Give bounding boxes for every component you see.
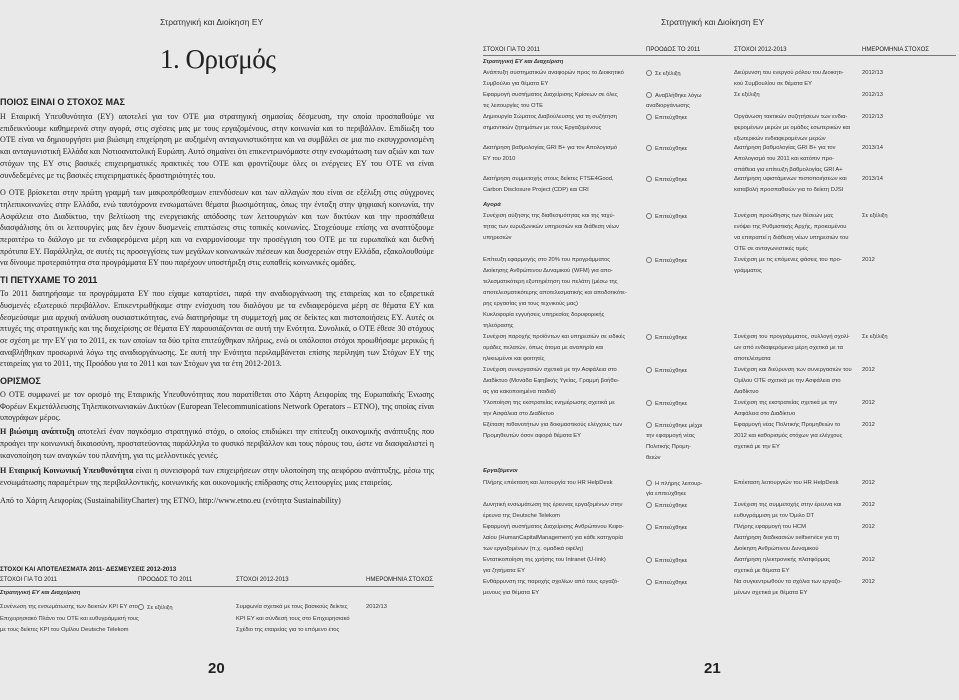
target-date-cell: 2012 [862, 367, 875, 373]
bottom-table-title: ΣΤΟΧΟΙ ΚΑΙ ΑΠΟΤΕΛΕΣΜΑΤΑ 2011- ΔΕΣΜΕΥΣΕΙΣ 2012-2013 [0, 566, 177, 573]
progress-2011-cell: Σε εξέλιξη [646, 70, 681, 78]
progress-2011-cell: Επιτεύχθηκε [646, 213, 687, 221]
target-date-cell: 2012 [862, 400, 875, 406]
bottom-subsection: Στρατηγική ΕΥ και Διαχείριση [0, 590, 81, 596]
target-date-cell: 2013/14 [862, 145, 883, 151]
status-circle-icon [138, 604, 144, 610]
goal-2011-cell: Εντατικοποίηση της χρήσης του Intranet (U-link) [483, 557, 606, 563]
left-running-header: Στρατηγική και Διοίκηση ΕΥ [160, 17, 264, 27]
progress-2011-cell: θειών [646, 455, 661, 461]
goal-2011-cell: μενους για θέματα ΕΥ [483, 590, 540, 596]
goal-2011-cell: τηλεόρασης [483, 323, 514, 329]
target-date-cell: Σε εξέλιξη [862, 213, 888, 219]
section-title: 1. Ορισμός [160, 44, 276, 74]
status-circle-icon [646, 92, 652, 98]
left-column-text [0, 97, 434, 508]
goal-2012-cell: Να συγκεντρωθούν τα σχόλια των εργαζο- [734, 579, 843, 585]
goal-2012-cell: Συνέχιση με τις επόμενες φάσεις του προ- [734, 257, 842, 263]
goal-2012-cell: Διαδίκτυο [734, 389, 759, 395]
status-circle-icon [646, 480, 652, 486]
status-circle-icon [646, 145, 652, 151]
goal-2012-cell: Επέκταση λειτουργιών του HR HelpDesk [734, 480, 839, 486]
status-circle-icon [646, 524, 652, 530]
status-circle-icon [646, 557, 652, 563]
goal-2011-cell: Διατήρηση βαθμολογίας GRI B+ για τον Απολογισμό [483, 145, 618, 151]
paragraph-achievements: Το 2011 διατηρήσαμε τα προγράμματα ΕΥ που είχαμε καταρτίσει, παρά την αναδιοργάνωση της εταιρείας και το εξαιρετικά δυσμενές εξωτερικό περιβάλλον. Επικεντρωθήκαμε στην ενίσχυση του διαλόγου με τα ενδιαφερόμενα μέρη σε θέματα ΕΥ και δεσμεύσαμε μια αρχική ανάλυση ουσιαστικότητας, ενώ διατηρήσαμε τη συμμετοχή μας σε δείκτες και πιστοποιήσεις ΕΥ. Αυτές οι πτυχές της στρατηγικής και της διαχείρισης σε θέματα ΕΥ παρουσιάζονται σε αυτή την Ενότητα. Συνολικά, ο ΟΤΕ έθεσε 30 στόχους σε σχέση με την ΕΥ για το 2011, εκ των οποίων τα δύο τρίτα επιτεύχθηκαν πλήρως, ενώ οι υπόλοιποι στόχοι προωθήσαμε μερικώς ή αναβλήθηκαν προσωρινά λόγω της αναδιοργάνωσης. Σε αυτή την Ενότητα περιλαμβάνεται επίσης περίληψη των Στόχων ΕΥ της εταιρείας για το 2011, της Προόδου για το 2011 και των Στόχων για τα έτη 2012-2013. [0, 289, 434, 369]
goal-2012-cell: ων από ενδιαφερόμενα μέρη σχετικά με τα [734, 345, 843, 351]
target-date-cell: 2012 [862, 480, 875, 486]
target-date-cell: 2012 [862, 502, 875, 508]
goal-2011-cell: Διατήρηση συμμετοχής στους δείκτες FTSE4Good, [483, 176, 614, 182]
goal-2011-cell: λαίου (HumanCapitalManagement) για κάθε κατηγορία [483, 535, 623, 541]
target-date-cell: 2012 [862, 257, 875, 263]
target-date-cell: 2012/13 [862, 92, 883, 98]
goal-2011-cell: Δυνητική ενσωμάτωση της έρευνας εργαζομένων στην [483, 502, 623, 508]
progress-2011-cell: Επιτεύχθηκε [646, 257, 687, 265]
bottom-goal-cell: Συνένωση της ενσωμάτωσης των δεικτών KPI ΕΥ στο [0, 604, 138, 610]
progress-2011-cell: γία επιτεύχθηκε [646, 491, 687, 497]
goal-2011-cell: Συμβούλιο για θέματα ΕΥ [483, 81, 549, 87]
definition-sustainable-development: αποτελεί έναν παγκόσμιο στρατηγικό στόχο, ο οποίος επιδιώκει την επίτευξη οικονομικής ανάπτυξης που προάγει την κοινωνική δικαιοσύνη, προστατεύοντας παράλληλα το φυσικό περιβάλλον και τους πόρους του, ώστε να διασφαλιστεί η ικανοποίηση των αναγκών του πλανήτη, για τις μελλοντικές γενιές. [0, 427, 434, 460]
goal-2011-cell: ας για κακοποιημένα παιδιά) [483, 389, 556, 395]
goal-2011-cell: τελεσματικότερη εξυπηρέτηση του πελάτη (μέσω της [483, 279, 618, 285]
goal-2012-cell: Συνέχιση και διεύρυνση των συνεργασιών του [734, 367, 852, 373]
goal-2012-cell: Διατήρηση διαδικασιών selfservice για τη [734, 535, 840, 541]
paragraph-definition: Ο ΟΤΕ συμφωνεί με τον ορισμό της Εταιρικής Υπευθυνότητας που παρατίθεται στο Χάρτη Αειφορίας της Ευρωπαϊκής Ένωσης Φορέων Εκμετάλλευσης Τηλεπικοινωνιακών Δικτύων (European Telecommunications Network Operators – ETNO), της οποίας είναι υπογράφων μέρος. [0, 390, 434, 423]
bottom-date-cell: 2012/13 [366, 604, 387, 610]
goal-2011-cell: Υλοποίηση της εκστρατείας ενημέρωσης σχετικά με [483, 400, 615, 406]
status-circle-icon [646, 400, 652, 406]
bottom-col-targets: ΣΤΟΧΟΙ 2012-2013 [236, 577, 289, 583]
status-circle-icon [646, 367, 652, 373]
page-number-left: 20 [208, 660, 225, 677]
goal-2011-cell: Επίτευξη εφαρμογής στο 20% του προγράμματος [483, 257, 611, 263]
progress-2011-cell: την εφαρμογή νέας [646, 433, 695, 439]
goal-2011-cell: Συνέχιση αύξησης της διαθεσιμότητας και της ταχύ- [483, 213, 615, 219]
goal-2012-cell: Διοίκηση Ανθρώπινου Δυναμικού [734, 546, 819, 552]
progress-2011-cell: Επιτεύχθηκε μέχρι [646, 422, 702, 430]
goal-2011-cell: Διοίκησης Ανθρώπινου Δυναμικού (WFM) για απο- [483, 268, 613, 274]
goal-2012-cell: σχετικά με θέματα ΕΥ [734, 568, 790, 574]
goal-2012-cell: αποτελέσματα [734, 356, 771, 362]
goal-2012-cell: σπάθεια για επίτευξη βαθμολογίας GRI A+ [734, 167, 843, 173]
goal-2012-cell: να επιτραπεί η διάθεση νέων υπηρεσιών του [734, 235, 849, 241]
progress-2011-cell: Επιτεύχθηκε [646, 579, 687, 587]
goal-2011-cell: Συνέχιση συνεργασιών σχετικά με την Ασφάλεια στο [483, 367, 617, 373]
goal-2011-cell: Ενθάρρυνση της παροχής σχολίων από τους εργαζό- [483, 579, 620, 585]
paragraph-intro: Η Εταιρική Υπευθυνότητα (ΕΥ) αποτελεί για τον ΟΤΕ μια στρατηγική σημασίας δέσμευση, την οποία προσπαθούμε να επιδεικνύουμε καθημερινά στην αγορά, στις σχέσεις μας με τους εργαζομένους, στην κοινωνία και το περιβάλλον. Επιδίωξη του ΟΤΕ είναι να δημιουργήσει μια βιώσιμη επιχείρηση με αυξημένη ανταγωνιστικότητα και να συμβάλει σε μια πιο εκσυγχρονισμένη και ανταγωνιστική Ελλάδα και Νοτιοανατολική Ευρώπη. Αυτό σημαίνει ότι επικεντρωνόμαστε στην ενσωμάτωση των αξιών και των στόχων της ΕΥ στις βασικές επιχειρηματικές πρακτικές του ΟΤΕ και φροντίζουμε όλες οι ενέργειες ΕΥ του ΟΤΕ να είναι συνδεδεμένες με τις βασικές επιχειρηματικές δραστηριότητές του. [0, 112, 434, 180]
bottom-target-cell: Συμφωνία σχετικά με τους βασικούς δείκτες [236, 604, 348, 610]
term-csr: Η Εταιρική Κοινωνική Υπευθυνότητα [0, 466, 134, 476]
goal-2012-cell: ΟΤΕ σε ανταγωνιστικές τιμές [734, 246, 809, 252]
goal-2012-cell: Συνέχιση της εκστρατείας σχετικά με την [734, 400, 838, 406]
goal-2012-cell: Ομίλου ΟΤΕ σχετικά με την Ασφάλεια στο [734, 378, 841, 384]
goal-2012-cell: Διατήρηση ηλεκτρονικής πλατφόρμας [734, 557, 831, 563]
goal-2011-cell: υπηρεσιών [483, 235, 512, 241]
goal-2011-cell: Προμηθευτών όσον αφορά θέματα ΕΥ [483, 433, 582, 439]
goal-2011-cell: έρευνα της Deutsche Telekom [483, 513, 560, 519]
goal-2011-cell: ηλικιωμένοι και φοιτητές [483, 356, 545, 362]
right-running-header: Στρατηγική και Διοίκηση ΕΥ [661, 17, 765, 27]
goal-2012-cell: 2012 και καθορισμός στόχων για ελέγχους [734, 433, 843, 439]
paragraph-csr [0, 465, 434, 488]
target-date-cell: Σε εξέλιξη [862, 334, 888, 340]
goal-2011-cell: Κυκλοφορία εγγυήσεις υπηρεσίας δορυφορικής [483, 312, 605, 318]
section-strategy: Στρατηγική ΕΥ και Διαχείριση [483, 59, 564, 65]
goal-2012-cell: Διατήρηση υφιστάμενων πιστοποιήσεων και [734, 176, 847, 182]
goal-2012-cell: Σε εξέλιξη [734, 92, 760, 98]
bottom-table-rule [0, 586, 434, 587]
goal-2011-cell: Carbon Disclosure Project (CDP) και CRI [483, 187, 589, 193]
page-number-right: 21 [704, 660, 721, 677]
goal-2011-cell: Ανάπτυξη συστηματικών αναφορών προς το Διοικητικό [483, 70, 624, 76]
goal-2011-cell: τητας των ευρυζωνικών υπηρεσιών και διάθεση νέων [483, 224, 619, 230]
goal-2012-cell: καταβολή προσπαθειών για το δείκτη DJSI [734, 187, 844, 193]
bottom-target-cell: Σχέδιο της εταιρείας για το επόμενο έτος [236, 627, 340, 633]
bottom-col-goals: ΣΤΟΧΟΙ ΓΙΑ ΤΟ 2011 [0, 577, 57, 583]
section-market: Αγορά [483, 202, 501, 208]
definition-csr: είναι η συνεισφορά των επιχειρήσεων στην υλοποίηση της αειφόρου ανάπτυξης, μέσω της ενσωμάτωσης παραμέτρων της περιβαλλοντικής, κοινωνικής και οικονομικής επίδρασης στις λειτουργίες μιας εταιρείας. [0, 466, 434, 487]
goal-2011-cell: Διαδίκτυο (Μονάδα Εφηβικής Υγείας, Γραμμή βοήθει- [483, 378, 620, 384]
section-employees: Εργαζόμενοι [483, 468, 518, 474]
status-circle-icon [646, 176, 652, 182]
header-rule [483, 55, 956, 56]
bottom-goal-cell: με τους δείκτες KPI του Ομίλου Deutsche Telekom [0, 627, 129, 633]
term-sustainable-development: Η βιώσιμη ανάπτυξη [0, 427, 75, 437]
goal-2011-cell: των εργαζομένων (π.χ. ομαδικά οφέλη) [483, 546, 584, 552]
goal-2012-cell: φερομένων μερών με ομάδες εσωτερικών και [734, 125, 851, 131]
paragraph-sustainable-development [0, 426, 434, 461]
progress-2011-cell: αναδιοργάνωσης [646, 103, 690, 109]
status-circle-icon [646, 257, 652, 263]
goal-2011-cell: ΕΥ του 2010 [483, 156, 516, 162]
status-circle-icon [646, 502, 652, 508]
paragraph-long-term: Ο ΟΤΕ βρίσκεται στην πρώτη γραμμή των μακροπρόθεσμων επενδύσεων και των αλλαγών που είναι σε εξέλιξη στις σύγχρονες τηλεπικοινωνίες στην Ελλάδα, ενώ ταυτόχρονα ενσωματώνει θέματα βιωσιμότητας, όπως την ένταξη στην ψηφιακή κοινωνία, την Ασφάλεια στο Διαδίκτυο, την βελτίωση της ενεργειακής απόδοσης των λειτουργιών και των δικτύων και την προσπάθεια διασφάλισης ότι οι λειτουργίες μας δεν έχουν δυσμενείς επιπτώσεις στις τοπικές κοινωνίες. Στοχεύουμε επίσης να αναπτύξουμε περαιτέρω το διάλογο με τα ενδιαφερόμενα μέρη και να εναρμονίσουμε την προσέγγιση του ΟΤΕ με τα ευρωπαϊκά και διεθνή πρότυπα ΕΥ. Παράλληλα, σε αυτές τις προσεγγίσεις των μεγάλων κοινωνικών πιέσεων και δυσχερειών στην Ελλάδα, εξακολουθούμε να δίνουμε προτεραιότητα στα προγράμματα ΕΥ που παρέχουν υποστήριξη στις ευπαθείς κοινωνικές ομάδες. [0, 188, 434, 268]
goal-2011-cell: Εφαρμογή συστήματος Διαχείρισης Ανθρώπινου Κεφα- [483, 524, 624, 530]
goal-2012-cell: ενόψει της Ρυθμιστικής Αρχής, προκειμένου [734, 224, 847, 230]
progress-2011-cell: Επιτεύχθηκε [646, 557, 687, 565]
progress-2011-cell: Επιτεύχθηκε [646, 145, 687, 153]
goal-2011-cell: Πλήρης επέκταση και λειτουργία του HR HelpDesk [483, 480, 613, 486]
goal-2012-cell: κού Συμβουλίου σε θέματα ΕΥ [734, 81, 813, 87]
goal-2011-cell: Συνέχιση παροχής προϊόντων και υπηρεσιών σε ειδικές [483, 334, 626, 340]
target-date-cell: 2012 [862, 524, 875, 530]
status-circle-icon [646, 213, 652, 219]
goal-2011-cell: αποτελεσματικότερης αποτελεσματικής και αποδοτικότε- [483, 290, 627, 296]
progress-2011-cell: Επιτεύχθηκε [646, 524, 687, 532]
goal-2012-cell: Συνέχιση προώθησης των θέσεών μας [734, 213, 834, 219]
status-circle-icon [646, 334, 652, 340]
status-circle-icon [646, 114, 652, 120]
progress-2011-cell: Πολιτικής Προμη- [646, 444, 691, 450]
status-circle-icon [646, 579, 652, 585]
target-date-cell: 2012 [862, 557, 875, 563]
target-date-cell: 2013/14 [862, 176, 883, 182]
goal-2011-cell: ρης εργασίας για τους τεχνικούς μας) [483, 301, 578, 307]
goal-2011-cell: σημαντικών ζητημάτων με τους Εργαζομένους [483, 125, 602, 131]
goal-2012-cell: Διατήρηση βαθμολογίας GRI B+ για τον [734, 145, 836, 151]
goal-2011-cell: Εφαρμογή συστήματος Διαχείρισης Κρίσεων σε όλες [483, 92, 618, 98]
goal-2012-cell: εξωτερικών ενδιαφερομένων μερών [734, 136, 826, 142]
col-goals-2012-2013: ΣΤΟΧΟΙ 2012-2013 [734, 47, 787, 53]
goal-2011-cell: Εξέταση πιθανοτήτων για δοκιμαστικούς ελέγχους των [483, 422, 623, 428]
col-goals-2011: ΣΤΟΧΟΙ ΓΙΑ ΤΟ 2011 [483, 47, 540, 53]
goal-2012-cell: μένων σχετικά με θέματα ΕΥ [734, 590, 808, 596]
goal-2012-cell: Οργάνωση τακτικών συζητήσεων των ενδια- [734, 114, 848, 120]
goal-2011-cell: την Ασφάλεια στο Διαδίκτυο [483, 411, 554, 417]
bottom-col-date: ΗΜΕΡΟΜΗΝΙΑ ΣΤΟΧΟΣ [366, 577, 433, 583]
heading-achievements: ΤΙ ΠΕΤΥΧΑΜΕ ΤΟ 2011 [0, 275, 98, 286]
goal-2012-cell: Απολογισμό του 2011 και κατόπιν προ- [734, 156, 835, 162]
progress-2011-cell: Επιτεύχθηκε [646, 367, 687, 375]
target-date-cell: 2012 [862, 422, 875, 428]
progress-2011-cell: Η πλήρης λειτουρ- [646, 480, 702, 488]
goal-2012-cell: γράμματος [734, 268, 762, 274]
goal-2012-cell: σχετικά με την ΕΥ [734, 444, 780, 450]
progress-2011-cell: Επιτεύχθηκε [646, 502, 687, 510]
goal-2012-cell: Συνέχιση του προγράμματος, συλλογή σχολί- [734, 334, 850, 340]
progress-2011-cell: Επιτεύχθηκε [646, 334, 687, 342]
goal-2011-cell: για ζητήματα ΕΥ [483, 568, 525, 574]
progress-2011-cell: Επιτεύχθηκε [646, 114, 687, 122]
goal-2012-cell: Συνέχιση της συμμετοχής στην έρευνα και [734, 502, 842, 508]
goal-2011-cell: τις λειτουργίες του ΟΤΕ [483, 103, 543, 109]
bottom-col-progress: ΠΡΟΟΔΟΣ ΤΟ 2011 [138, 577, 193, 583]
target-date-cell: 2012/13 [862, 70, 883, 76]
goal-2011-cell: Δημιουργία Σώματος Διαβούλευσης για τη συζήτηση [483, 114, 617, 120]
status-circle-icon [646, 422, 652, 428]
status-circle-icon [646, 70, 652, 76]
heading-definition: ΟΡΙΣΜΟΣ [0, 376, 41, 387]
goal-2012-cell: Ασφάλεια στο Διαδίκτυο [734, 411, 796, 417]
goal-2012-cell: ευθυγράμμιση με τον Όμιλο DT [734, 513, 815, 519]
bottom-progress-cell: Σε εξέλιξη [138, 604, 173, 612]
bottom-target-cell: KPI ΕΥ και σύνδεσή τους στο Επιχειρησιακό [236, 615, 350, 622]
target-date-cell: 2012 [862, 579, 875, 585]
paragraph-source: Από το Χάρτη Αειφορίας (SustainabilityCharter) της ETNO, http://www.etno.eu (ενότητα Sustainability) [0, 495, 341, 505]
goal-2011-cell: ομάδες πελατών, όπως άτομα με αναπηρία και [483, 345, 604, 351]
progress-2011-cell: Αναβλήθηκε λόγω [646, 92, 701, 100]
goal-2012-cell: Διεύρυνση του ενεργού ρόλου του Διοικητι- [734, 70, 844, 76]
goal-2012-cell: Εφαρμογή νέας Πολιτικής Προμηθειών το [734, 422, 841, 428]
target-date-cell: 2012/13 [862, 114, 883, 120]
progress-2011-cell: Επιτεύχθηκε [646, 176, 687, 184]
progress-2011-cell: Επιτεύχθηκε [646, 400, 687, 408]
bottom-goal-cell: Επιχειρησιακό Πλάνο του ΟΤΕ και ευθυγράμμισή τους [0, 615, 139, 622]
col-progress-2011: ΠΡΟΟΔΟΣ ΤΟ 2011 [646, 47, 701, 53]
goal-2012-cell: Πλήρης εφαρμογή του HCM [734, 524, 806, 530]
heading-goal: ΠΟΙΟΣ ΕΙΝΑΙ Ο ΣΤΟΧΟΣ ΜΑΣ [0, 97, 125, 107]
col-target-date: ΗΜΕΡΟΜΗΝΙΑ ΣΤΟΧΟΣ [862, 47, 929, 53]
